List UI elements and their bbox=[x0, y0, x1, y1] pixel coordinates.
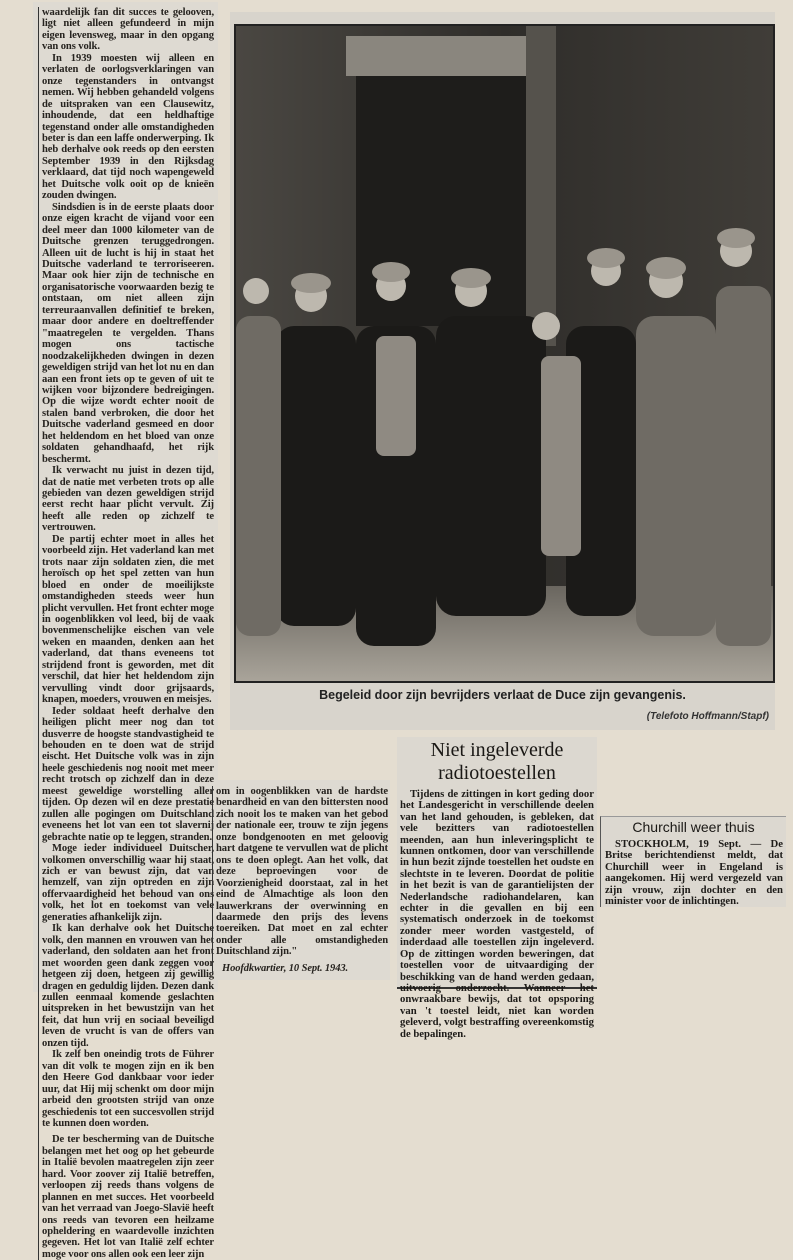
paragraph: Sindsdien is in de eerste plaats door onze eigen kracht de vijand voor een deel meer dan 1000 kilometer van de Duitsche grenzen teruggedrongen. Alleen uit de lucht is hij in staat het Duitsche vaderland te terroriseeren. Maar ook hier zijn de technische en organisatorische voorwaarden bezig te ontstaan, om niet alleen zijn terreuraanvallen definitief te breken, maar door andere en doeltreffender "maatregelen te vergelden. Thans mogen ons tactische noodzakelijkheden dwingen in dezen geweldigen strijd van het lot nu en dan aan een front iets op te geven of uit te wijken voor bijzondere bedreigingen. Op die wijze wordt echter nooit de stalen band verbroken, die door het Duitsche vaderland gesmeed en door het heldendom en het bloed van onze soldaten gehandhaafd, het rijk beschermt. bbox=[42, 201, 214, 465]
photo-duce-liberation-image bbox=[236, 26, 773, 681]
article-churchill bbox=[600, 816, 786, 907]
news-photo-block bbox=[230, 12, 775, 730]
photo-credit: (Telefoto Hoffmann/Stapf) bbox=[646, 711, 769, 722]
article-headline: Niet ingeleverde radiotoestellen bbox=[430, 739, 564, 784]
speech-column-left bbox=[38, 7, 214, 1260]
paragraph: In 1939 moesten wij alleen en verlaten de oorlogsverklaringen van onze tegenstanders in ontvangst nemen. Wij hebben gehandeld volgens de uitspraken van een Clausewitz, inhoudende, dat een heldhaftige tegenstand onder alle omstandigheden beter is dan een laffe onderwerping. Ik heb derhalve ook reeds op den eersten September 1939 in den Rijksdag verklaard, dat tijd noch wapengeweld het Duitsche volk ooit op de knieën zouden dwingen. bbox=[42, 52, 214, 202]
speech-column-continuation bbox=[212, 786, 388, 974]
paragraph: De partij echter moet in alles het voorbeeld zijn. Het vaderland kan met trots naar zijn soldaten zien, die met heroïsch op het spel zetten van hun bloed en onder de moeilijkste omstandigheden steeds weer hun plicht vervullen. Het front echter moge in oogenblikken vol leed, bij de vaak bovenmenschelijke eischen van vele weken en maanden, denken aan het vaderland, dat thans eveneens tot strijdend front is geworden, met dit verschil, dat hier het heldendom zijn vervulling vindt door grijsaards, knapen, moeders, vrouwen en meisjes. bbox=[42, 533, 214, 706]
paragraph: waardelijk fan dit succes te gelooven, ligt niet alleen gefundeerd in mijn eigen levensweg, maar in den opgang van ons volk. bbox=[42, 7, 214, 53]
paragraph: Moge ieder individueel Duitscher, volkomen onverschillig waar hij staat, zich er van bewust zijn, dat van hemzelf, van zijn optreden en zijn offervaardigheid het behoud van ons volk, het lot en toekomst van vele generaties afhankelijk zijn. bbox=[42, 843, 214, 923]
paragraph: om in oogenblikken van de hardste benardheid en van den bittersten nood zich nooit los te maken van het gebod der nationale eer, trouw te zijn jegens onze bondgenooten en met geloovig hart datgene te vervullen wat de plicht ons te doen oplegt. Aan het volk, dat deze beproevingen voor de Voorzienigheid doorstaat, zal in het eind de Almachtige als loon den lauwerkrans der overwinning en daarmede den prijs des levens toereiken. Dat moet en zal echter onder alle omstandigheden Duitschland zijn." bbox=[216, 786, 388, 958]
paragraph: Ik kan derhalve ook het Duitsche volk, den mannen en vrouwen van het vaderland, den soldaten aan het front met woorden geen dank zeggen voor hetgeen zij doen, hetgeen zij gewillig dragen en geduldig lijden. Dezen dank zullen eenmaal komende geslachten uitspreken in het bewustzijn van het feit, dat hun vrij en sociaal beveiligd leven de vrucht is van de offers van onzen tijd. bbox=[42, 923, 214, 1049]
paragraph: Ik zelf ben oneindig trots de Führer van dit volk te mogen zijn en ik ben den Heere God dankbaar voor ieder uur, dat Hij mij schenkt om door mijn arbeid den grootsten strijd van onze geschiedenis tot een succesvollen strijd te kunnen doen worden. bbox=[42, 1049, 214, 1129]
news-photo bbox=[234, 24, 775, 683]
article-body: Tijdens de zittingen in kort geding door het Landesgericht in verschillende deelen van het land gehouden, is gebleken, dat vele bezitters van radiotoestellen meenden, aan hun inleveringsplicht te kunnen ontkomen, door van verschillende in hun bezit zijnde toestellen het oudste en slechtste in te leveren. Doordat de politie in het bezit is van de garantielijsten der Nederlandsche radiohandelaren, kan echter in die gevallen en bij een systematisch onderzoek in de toekomst zonder meer worden vastgesteld, of inderdaad alle toestellen zijn ingeleverd. Op de zittingen worden beweringen, dat toestellen voor de uitvaardiging der beschikking van de hand werden gedaan, uitvoerig onderzocht. Wanneer het onwraakbare bewijs, dat tot opsporing van 't toestel leidt, niet kan worden geleverd, volgt bestraffing overeenkomstig de bepalingen. bbox=[400, 788, 594, 1040]
dateline-signature: Hoofdkwartier, 10 Sept. 1943. bbox=[222, 962, 349, 974]
article-radio-sets bbox=[397, 737, 597, 1040]
photo-caption: Begeleid door zijn bevrijders verlaat de Duce zijn gevangenis. bbox=[319, 688, 686, 702]
paragraph: Ieder soldaat heeft derhalve den heiligen plicht meer nog dan tot dusverre de hoogste standvastigheid te behouden en te doen wat de strijd eischt. Het Duitsche volk was in zijn heele geschiedenis nog nooit met meer recht trotsch op zichzelf dan in deze meest geweldige worstelling aller tijden. Op dezen wil en deze prestatie zullen alle pogingen om Duitschland eveneens het lot van een tot slavernij gebrachte natie op te leggen, stranden. bbox=[42, 705, 214, 843]
article-headline: Churchill weer thuis bbox=[632, 819, 755, 835]
paragraph: Ik verwacht nu juist in dezen tijd, dat de natie met verbeten trots op alle gebieden van dezen geweldigen strijd eerst recht haar plicht vervult. Zij heeft alle reden op zichzelf te vertrouwen. bbox=[42, 465, 214, 534]
paragraph: De ter bescherming van de Duitsche belangen met het oog op het gebeurde in Italië bevolen maatregelen zijn zeer hard. Voor zoover zij Italië betreffen, verloopen zij reeds thans volgens de plannen en met succes. Het voorbeeld van het verraad van Joego-Slavië heeft ons reeds van tevoren een heilzame opheldering en waardevolle inzichten gegeven. Het lot van Italië zelf echter moge voor ons allen ook een leer zijn bbox=[42, 1134, 214, 1260]
article-body: STOCKHOLM, 19 Sept. — De Britse berichtendienst meldt, dat Churchill weer in Engeland is aangekomen. Hij werd vergezeld van zijn vrouw, zijn dochter en den minister voor de inlichtingen. bbox=[605, 838, 783, 908]
